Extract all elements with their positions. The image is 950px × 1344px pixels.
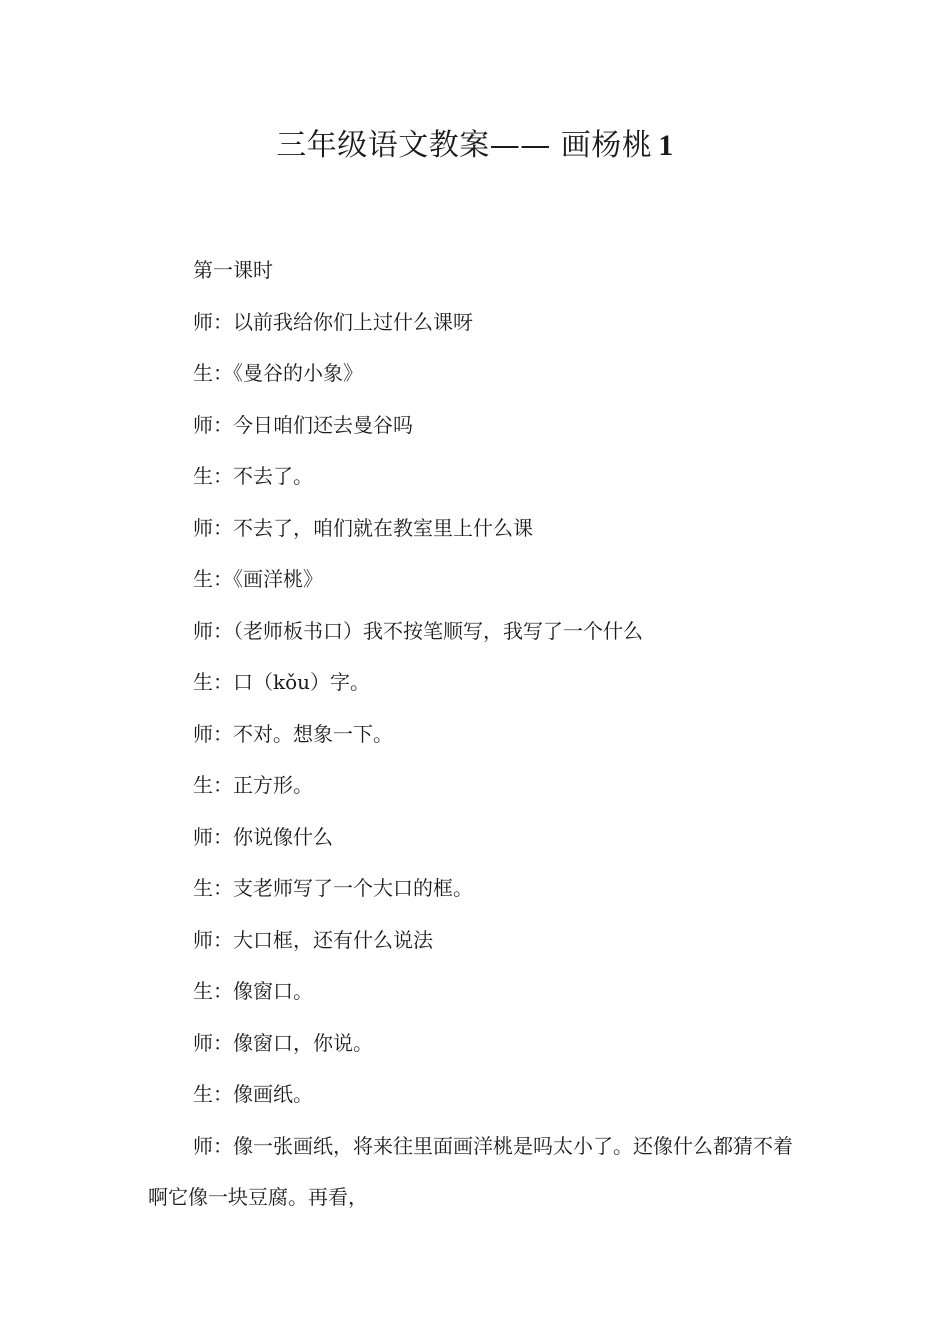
title-number: 1 xyxy=(658,129,674,162)
paragraph: 生：像画纸。 xyxy=(193,1082,313,1106)
paragraph: 师：不去了，咱们就在教室里上什么课 xyxy=(193,515,533,540)
paragraph: 师：今日咱们还去曼谷吗 xyxy=(193,412,413,437)
paragraph: 生：《画洋桃》 xyxy=(193,567,323,591)
paragraph: 师：不对。想象一下。 xyxy=(193,721,393,746)
paragraph: 师：以前我给你们上过什么课呀 xyxy=(193,309,473,334)
paragraph: 生：像窗口。 xyxy=(193,979,313,1003)
paragraph: 师：像一张画纸，将来往里面画洋桃是吗太小了。还像什么都猜不着啊它像一块豆腐。再看， xyxy=(148,1133,793,1209)
paragraph: 师：大口框，还有什么说法 xyxy=(193,927,433,952)
title-text: 三年级语文教案—— 画杨桃 xyxy=(276,128,653,163)
paragraph: 生：支老师写了一个大口的框。 xyxy=(193,876,473,900)
paragraph: 生：《曼谷的小象》 xyxy=(193,361,363,385)
paragraph: 师：你说像什么 xyxy=(193,824,333,849)
paragraph: 师：（老师板书口）我不按笔顺写，我写了一个什么 xyxy=(193,618,643,643)
paragraph: 生：正方形。 xyxy=(193,773,313,797)
document-title xyxy=(0,122,950,170)
paragraph: 第一课时 xyxy=(193,258,273,282)
paragraph: 生：口（kǒu）字。 xyxy=(193,670,371,694)
paragraph: 生：不去了。 xyxy=(193,464,313,488)
paragraph: 师：像窗口，你说。 xyxy=(193,1030,373,1055)
document-body xyxy=(148,245,808,1224)
